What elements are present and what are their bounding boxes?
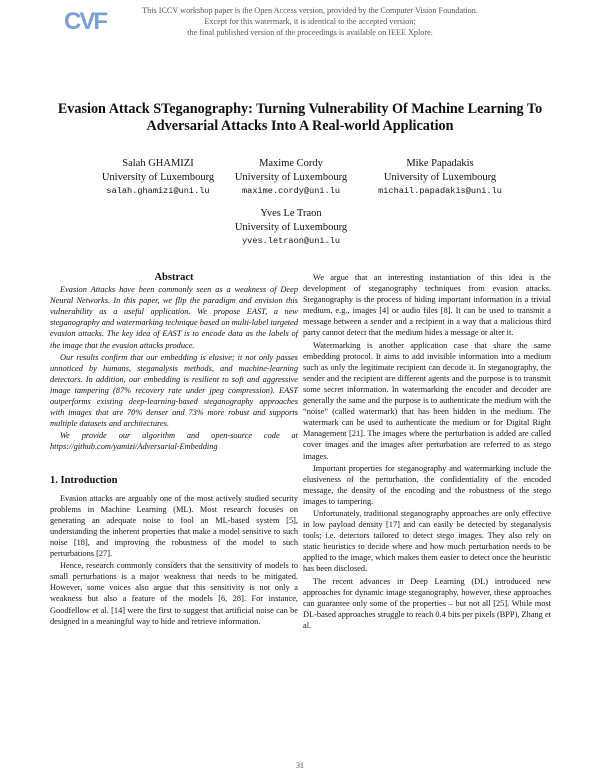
cvf-logo-text: CVF <box>64 8 106 34</box>
author-email: maxime.cordy@uni.lu <box>242 186 340 196</box>
author-email: salah.ghamizi@uni.lu <box>106 186 210 196</box>
paper-title <box>20 101 580 135</box>
cvf-logo <box>63 4 111 34</box>
body-paragraph: Unfortunately, traditional steganography approaches are only effective in low payload density [17] and can easily be detected by steganalysis tools; i.e. detectors tailored to detect stego images. They also rely on static heuristics to decide where and how much perturbation needs to be applied to the image, which makes them easier to detect once the heuristic has been disclosed. <box>303 508 551 574</box>
title-line: Evasion Attack STeganography: Turning Vulnerability Of Machine Learning To <box>57 101 543 117</box>
body-paragraph: Evasion attacks are arguably one of the most actively studied security problems in Machine Learning (ML). Most research focuses on generating an adequate noise to fool an ML-based system [5], understanding the inherent properties that make a model sensitive to such noise [18], and improving the robustness of the model to such perturbations [27]. <box>50 493 298 559</box>
left-column <box>50 272 298 627</box>
author-block <box>206 157 376 198</box>
author-block <box>355 157 525 198</box>
watermark-line: This ICCV workshop paper is the Open Access version, provided by the Computer Vision Foundation. <box>142 6 478 15</box>
author-name: Salah GHAMIZI <box>122 158 194 169</box>
abstract-paragraph: Our results confirm that our embedding is elusive; it not only passes unnoticed by humans, steganalysis methods, and machine-learning detectors. In addition, our embedding is resilient to soft and aggressive image tampering (87% recovery rate under jpeg compression). EAST outperforms existing deep-learning-based steganography approaches with images that are 70% denser and 73% more robust and supports multiple datasets and architectures. <box>50 352 298 429</box>
watermark-line: the final published version of the proceedings is available on IEEE Xplore. <box>187 28 433 37</box>
right-column <box>303 272 551 631</box>
section-heading: 1. Introduction <box>50 474 118 486</box>
open-access-watermark <box>120 5 500 38</box>
title-line: Adversarial Attacks Into A Real-world Application <box>146 118 454 134</box>
author-email: michail.papadakis@uni.lu <box>378 186 502 196</box>
author-affiliation: University of Luxembourg <box>234 172 348 183</box>
body-paragraph: Watermarking is another application case that share the same embedding protocol. It aims to add invisible information into a medium such as only the legitimate recipient can decode it. In steganography, the sender and the recipient are different agents and the purpose is to transmit some secret information. In watermarking the encoder and decoder are generally the same and the purpose is to authenticate the medium with the “noise” (called watermark) that has been hidden in the medium. The watermark can be used to authenticate the medium or for Digital Right Management [21]. The images where the perturbation is added are called cover images and the images after perturbation are referred to as stego images. <box>303 340 551 461</box>
author-affiliation: University of Luxembourg <box>234 222 348 233</box>
author-block <box>206 207 376 248</box>
abstract-heading: Abstract <box>154 272 194 283</box>
body-paragraph: Important properties for steganography and watermarking include the elusiveness of the perturbation, the confidentiality of the encoded message, the density of the encoding and the robustness of the stego images to tampering. <box>303 463 551 506</box>
abstract-paragraph: Evasion Attacks have been commonly seen as a weakness of Deep Neural Networks. In this paper, we flip the paradigm and envision this vulnerability as a useful application. We propose EAST, a new steganography and watermarking technique based on multi-label targeted evasion attacks. The key idea of EAST is to encode data as the labels of the image that the evasion attacks produce. <box>50 285 298 350</box>
author-name: Maxime Cordy <box>259 158 323 169</box>
body-paragraph: Hence, research commonly considers that the sensitivity of models to small perturbations is a major weakness that needs to be mitigated. However, some voices also argue that this sensitivity is not only a weakness but also a feature of the models [6, 28]. For instance, Goodfellow et al. [14] were the first to suggest that artificial noise can be designed in a meaningful way to hide and retrieve information. <box>50 561 298 626</box>
body-paragraph: We argue that an interesting instantiation of this idea is the development of steganography techniques from evasion attacks. Steganography is the process of hiding important information in a trivial medium, e.g., images [4] or audio files [8]. It can be used to transmit a message between a sender and a recipient in a way that a malicious third party cannot detect that the medium hides a message or alter it. <box>303 273 551 338</box>
body-paragraph: The recent advances in Deep Learning (DL) introduced new approaches for dynamic image steganography, however, these approaches can guarantee only some of the properties – but not all [25]. While most DL-based approaches struggle to reach 0.4 bits per pixels (BPP), Zhang et al. <box>303 576 551 630</box>
author-affiliation: University of Luxembourg <box>101 172 215 183</box>
author-name: Mike Papadakis <box>406 158 474 169</box>
watermark-line: Except for this watermark, it is identical to the accepted version; <box>204 17 416 26</box>
author-affiliation: University of Luxembourg <box>383 172 497 183</box>
author-email: yves.letraon@uni.lu <box>242 236 340 246</box>
author-name: Yves Le Traon <box>260 208 322 219</box>
abstract-paragraph: We provide our algorithm and open-source code at https://github.com/yamizi/Adversarial-Embedding <box>50 431 298 452</box>
page-number: 31 <box>296 761 304 770</box>
